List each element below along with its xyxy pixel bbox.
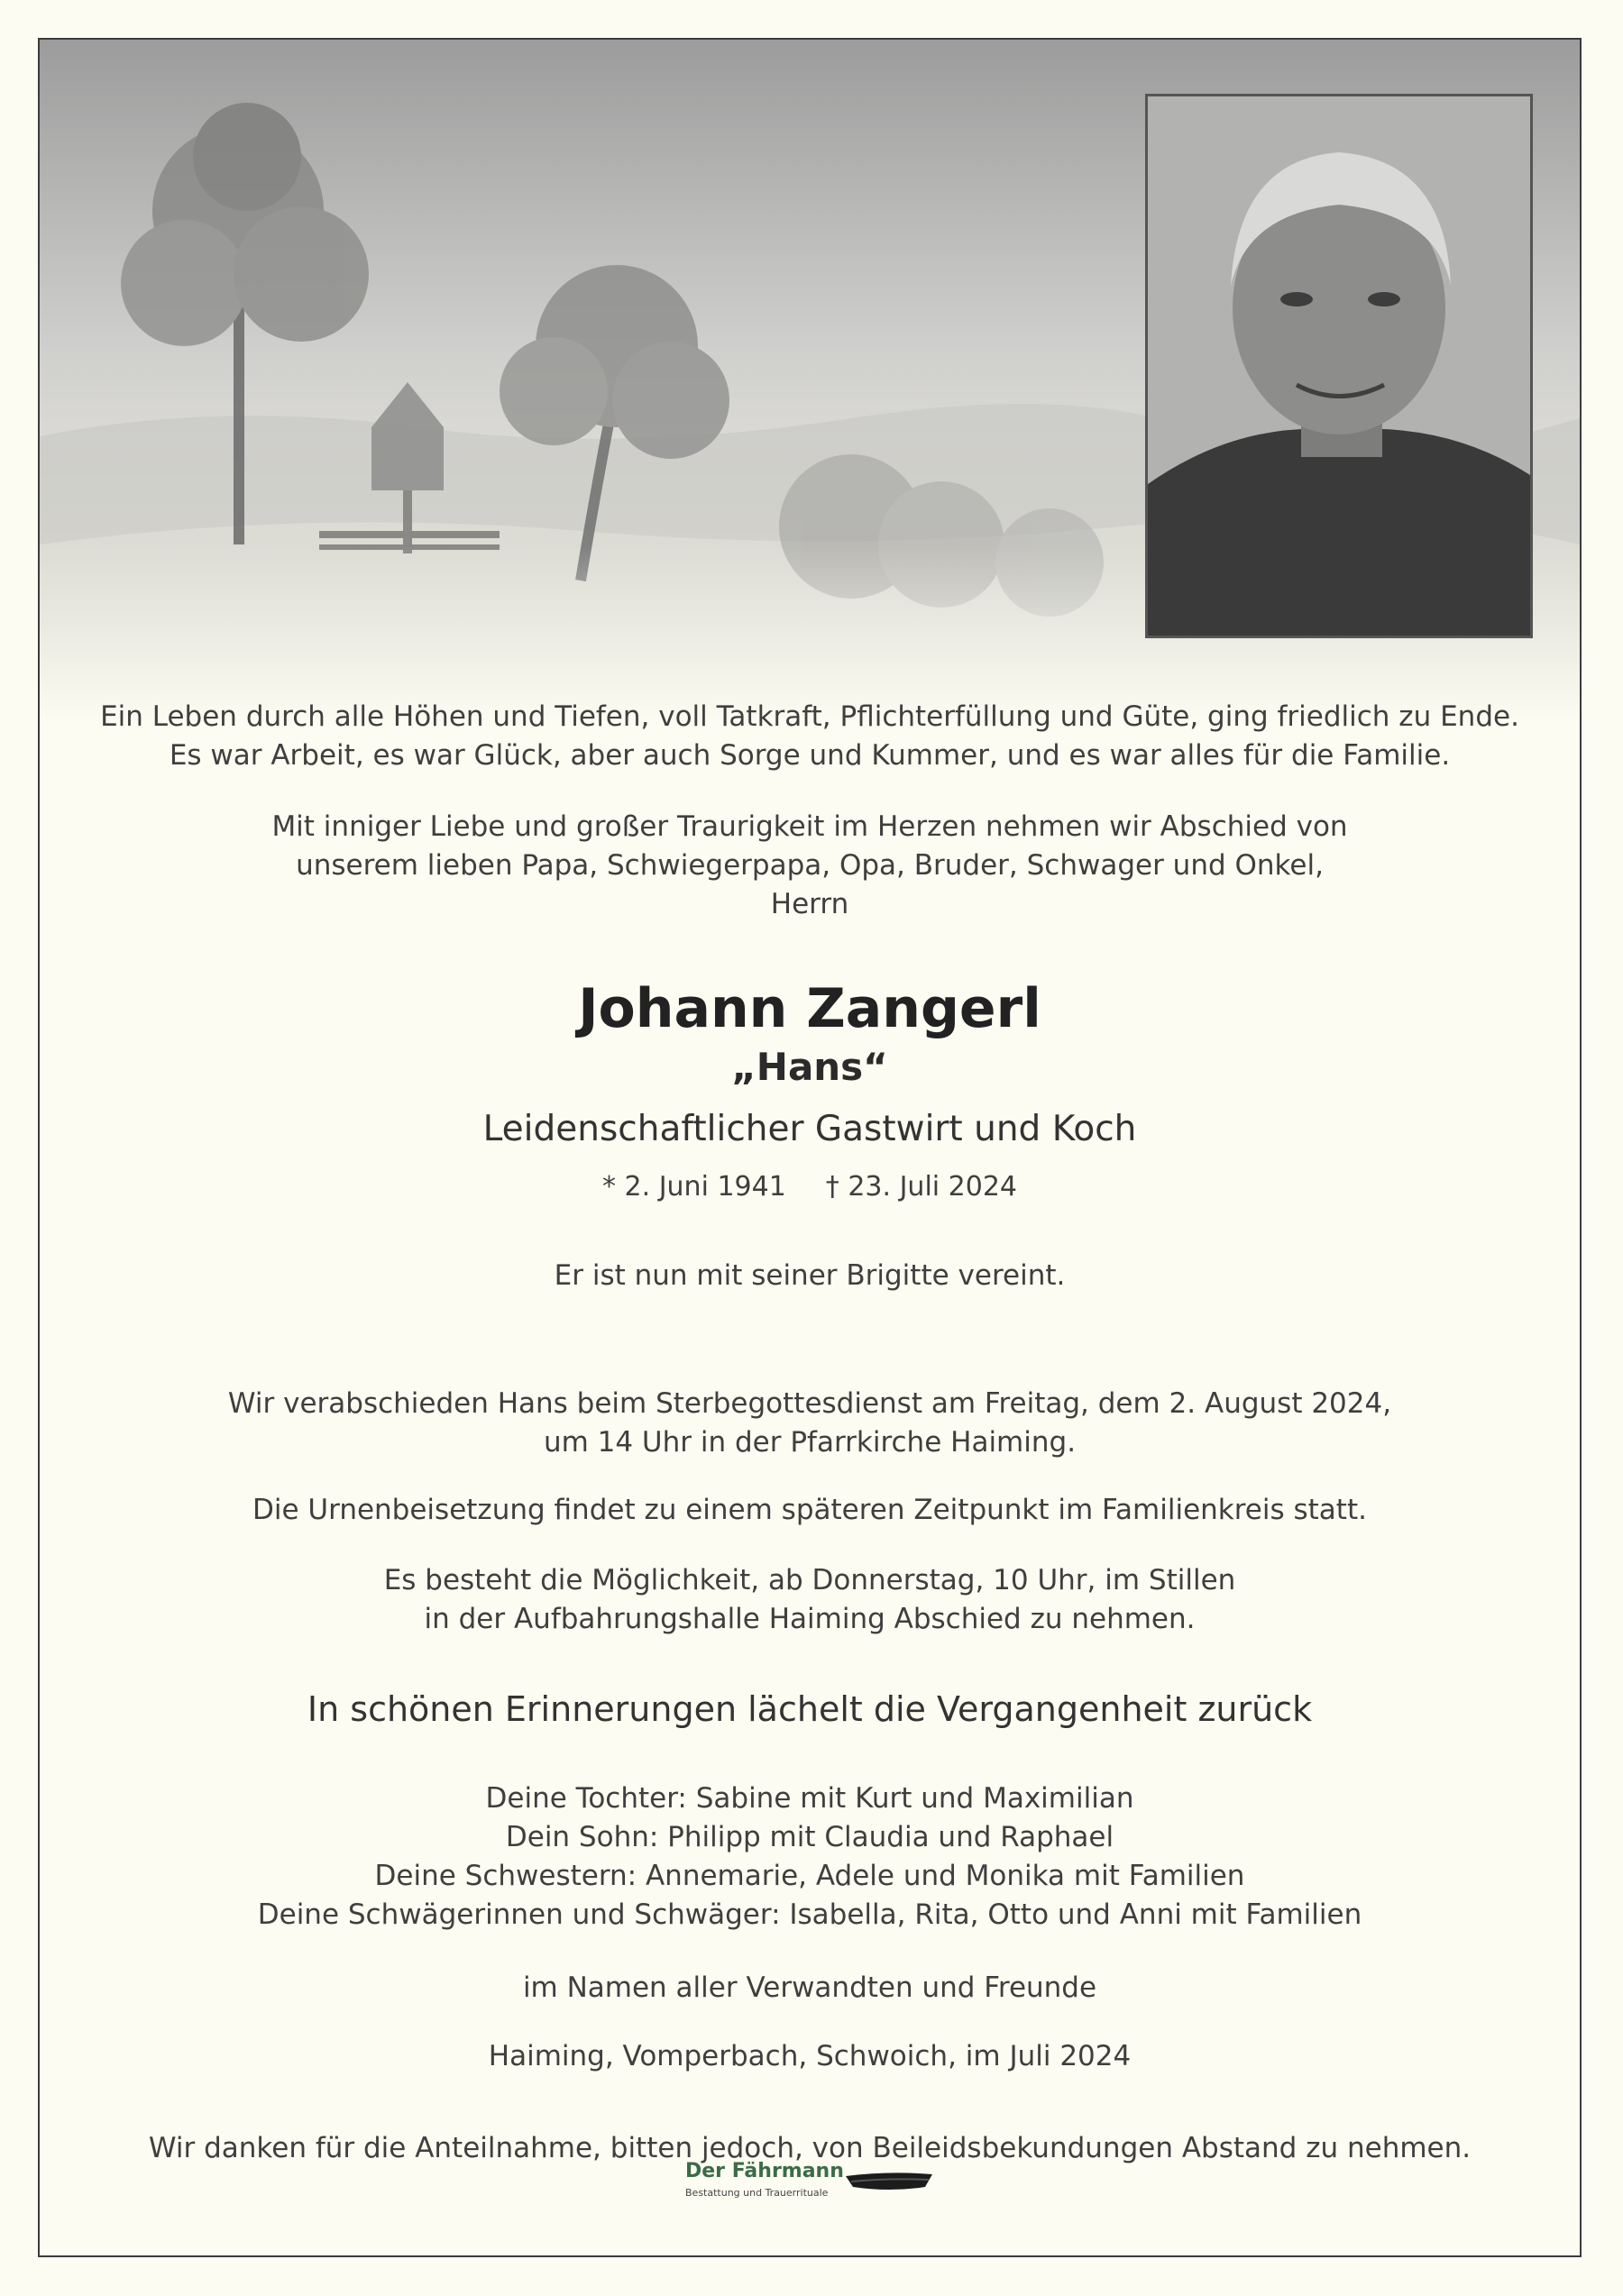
logo-subtitle: Bestattung und Trauerrituale: [685, 2187, 829, 2199]
family-list: [40, 1779, 1580, 1935]
memory-title: In schönen Erinnerungen lächelt die Vergangenheit zurück: [307, 1689, 1313, 1729]
family-line: Deine Tochter: Sabine mit Kurt und Maximilian: [485, 1782, 1134, 1815]
deceased-nickname: „Hans“: [731, 1045, 888, 1089]
obituary-frame: [38, 38, 1582, 2257]
farewell-line: Herrn: [770, 888, 849, 920]
service-line: Wir verabschieden Hans beim Sterbegottesdienst am Freitag, dem 2. August 2024,: [227, 1387, 1392, 1420]
thanks-text: Wir danken für die Anteilnahme, bitten jedoch, von Beileidsbekundungen Abstand zu nehmen.: [148, 2132, 1472, 2164]
farewell-line: Mit inniger Liebe und großer Traurigkeit im Herzen nehmen wir Abschied von: [271, 810, 1348, 843]
reunion-text: Er ist nun mit seiner Brigitte vereint.: [554, 1259, 1066, 1292]
death-date: † 23. Juli 2024: [825, 1171, 1017, 1203]
life-dates: [40, 1169, 1580, 1205]
family-line: Deine Schwägerinnen und Schwäger: Isabella, Rita, Otto und Anni mit Familien: [257, 1898, 1362, 1931]
viewing-line: in der Aufbahrungshalle Haiming Abschied zu nehmen.: [424, 1603, 1196, 1635]
urn-text: Die Urnenbeisetzung findet zu einem späteren Zeitpunkt im Familienkreis statt.: [252, 1494, 1367, 1526]
intro-text: [40, 698, 1580, 775]
service-text: [40, 1385, 1580, 1462]
logo-name: Der Fährmann: [685, 2160, 844, 2182]
relatives-text: im Namen aller Verwandten und Freunde: [522, 1971, 1097, 2004]
intro-line: Es war Arbeit, es war Glück, aber auch Sorge und Kummer, und es war alles für die Familie.: [169, 739, 1451, 772]
viewing-line: Es besteht die Möglichkeit, ab Donnerstag, 10 Uhr, im Stillen: [383, 1564, 1236, 1596]
deceased-occupation: Leidenschaftlicher Gastwirt und Koch: [482, 1109, 1137, 1149]
family-line: Dein Sohn: Philipp mit Claudia und Raphael: [505, 1821, 1114, 1853]
portrait-photo: [1145, 94, 1533, 638]
funeral-home-logo: [685, 2160, 956, 2214]
family-line: Deine Schwestern: Annemarie, Adele und Monika mit Familien: [374, 1860, 1245, 1892]
intro-line: Ein Leben durch alle Höhen und Tiefen, voll Tatkraft, Pflichterfüllung und Güte, ging friedlich zu Ende.: [100, 700, 1519, 733]
farewell-line: unserem lieben Papa, Schwiegerpapa, Opa, Bruder, Schwager und Onkel,: [296, 849, 1324, 882]
deceased-name: Johann Zangerl: [578, 977, 1041, 1040]
service-line: um 14 Uhr in der Pfarrkirche Haiming.: [543, 1426, 1077, 1459]
viewing-text: [40, 1561, 1580, 1639]
place-date: Haiming, Vomperbach, Schwoich, im Juli 2024: [488, 2040, 1132, 2072]
birth-date: * 2. Juni 1941: [602, 1171, 786, 1203]
boat-icon: [844, 2167, 934, 2194]
farewell-text: [40, 808, 1580, 924]
